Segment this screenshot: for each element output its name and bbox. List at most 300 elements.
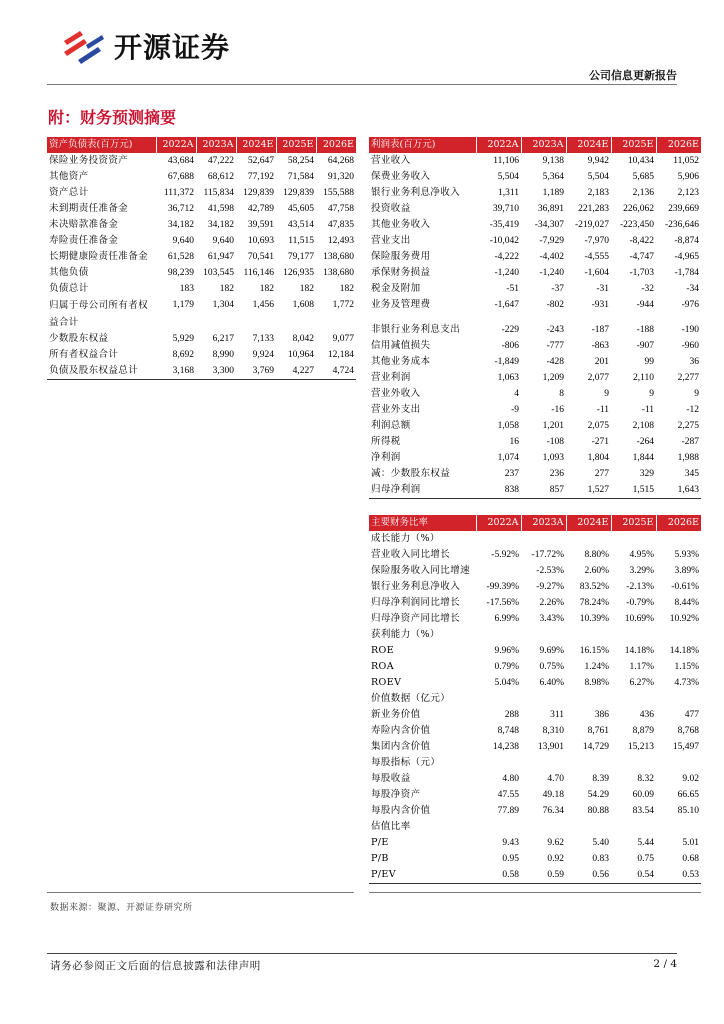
table-row xyxy=(47,169,356,185)
cell-value: 8.80% xyxy=(584,550,609,560)
cell-value: -188 xyxy=(636,325,654,335)
row-label: 未决赔款准备金 xyxy=(49,219,119,230)
logo-mark-icon xyxy=(60,27,106,65)
cell-value: -11 xyxy=(596,405,609,415)
column-header-year: 2022A xyxy=(476,515,521,531)
row-label: 归母净利润同比增长 xyxy=(371,597,461,608)
cell-value: -2.53% xyxy=(536,566,564,576)
cell-value: 11,515 xyxy=(288,236,314,246)
cell-value: -1,604 xyxy=(584,268,609,278)
table-row xyxy=(369,297,701,313)
table-row xyxy=(369,723,701,739)
cell-value: -223,450 xyxy=(619,220,654,230)
cell-value: -16 xyxy=(551,405,564,415)
cell-value: 14.18% xyxy=(624,646,654,656)
cell-value: 16.15% xyxy=(579,646,609,656)
table-row xyxy=(369,755,701,771)
cell-value: 1.24% xyxy=(584,662,609,672)
cell-value: 0.92 xyxy=(547,854,564,864)
cell-value: 34,182 xyxy=(167,220,194,230)
cell-value: 1,772 xyxy=(332,300,354,310)
cell-value: 111,372 xyxy=(163,188,194,198)
column-header-year: 2026E xyxy=(316,137,356,153)
cell-value: 201 xyxy=(594,357,609,367)
cell-value: 47,835 xyxy=(327,220,354,230)
cell-value: 12,184 xyxy=(327,350,354,360)
table-row xyxy=(369,739,701,755)
cell-value: -271 xyxy=(591,437,609,447)
table-row xyxy=(47,265,356,281)
cell-value: 1,844 xyxy=(632,453,654,463)
cell-value xyxy=(656,531,701,547)
cell-value: -236,646 xyxy=(664,220,699,230)
row-label: 承保财务损益 xyxy=(371,267,431,278)
cell-value: 2,110 xyxy=(632,373,654,383)
table-row xyxy=(369,249,701,265)
cell-value: 0.83 xyxy=(592,854,609,864)
cell-value: -17.56% xyxy=(486,598,519,608)
cell-value: 11,052 xyxy=(673,156,699,166)
cell-value: 5,929 xyxy=(172,334,194,344)
cell-value: -4,555 xyxy=(584,252,609,262)
cell-value xyxy=(521,755,566,771)
table-row xyxy=(369,531,701,547)
cell-value: 183 xyxy=(179,284,194,294)
cell-value: 15,213 xyxy=(627,742,654,752)
row-label: 银行业务利息净收入 xyxy=(371,187,461,198)
cell-value: -229 xyxy=(501,325,519,335)
cell-value xyxy=(656,627,701,643)
cell-value: 43,684 xyxy=(167,156,194,166)
cell-value: 67,688 xyxy=(167,172,194,182)
cell-value: -944 xyxy=(636,300,654,310)
cell-value xyxy=(521,819,566,835)
column-header-year: 2024E xyxy=(236,137,276,153)
cell-value: -1,849 xyxy=(494,357,519,367)
cell-value: 8.32 xyxy=(637,774,654,784)
cell-value: 2.26% xyxy=(539,598,564,608)
cell-value: 8,692 xyxy=(172,350,194,360)
cell-value: -37 xyxy=(551,284,564,294)
cell-value: 2,108 xyxy=(632,421,654,431)
row-label: ROEV xyxy=(371,677,402,688)
cell-value: 3.43% xyxy=(539,614,564,624)
cell-value xyxy=(476,755,521,771)
column-header-year: 2022A xyxy=(476,137,521,153)
cell-value: 0.54 xyxy=(611,867,656,884)
cell-value xyxy=(476,691,521,707)
footer-disclaimer: 请务必参阅正文后面的信息披露和法律声明 xyxy=(50,960,261,972)
cell-value: 0.58 xyxy=(476,867,521,884)
cell-value: 36,712 xyxy=(167,204,194,214)
cell-value: 386 xyxy=(594,710,609,720)
column-header-year: 2023A xyxy=(521,137,566,153)
cell-value: 277 xyxy=(594,469,609,479)
table-row xyxy=(369,579,701,595)
cell-value: 1.17% xyxy=(629,662,654,672)
cell-value: -9 xyxy=(511,405,519,415)
table-row xyxy=(369,265,701,281)
cell-value: 6.40% xyxy=(539,678,564,688)
table-row xyxy=(369,803,701,819)
income-statement-table xyxy=(369,137,701,499)
cell-value: 477 xyxy=(684,710,699,720)
table-row xyxy=(369,835,701,851)
cell-value: -51 xyxy=(506,284,519,294)
row-label: P/E xyxy=(371,837,389,848)
row-label: 归母净资产同比增长 xyxy=(371,613,461,624)
cell-value: -4,402 xyxy=(539,252,564,262)
cell-value: -4,965 xyxy=(674,252,699,262)
row-label: 营业外支出 xyxy=(371,404,421,415)
column-header-year: 2026E xyxy=(656,515,701,531)
row-label: 新业务价值 xyxy=(371,709,421,720)
cell-value: 311 xyxy=(550,710,564,720)
cell-value: 4.95% xyxy=(629,550,654,560)
cell-value xyxy=(521,531,566,547)
column-header-year: 2024E xyxy=(566,137,611,153)
cell-value: -4,222 xyxy=(494,252,519,262)
cell-value: -863 xyxy=(591,341,609,351)
right-bottom-rule xyxy=(369,892,701,893)
cell-value: 9,077 xyxy=(332,334,354,344)
row-label: 其他负债 xyxy=(49,267,89,278)
row-label: 银行业务利息净收入 xyxy=(371,581,461,592)
cell-value: 5.44 xyxy=(637,838,654,848)
row-label: 税金及附加 xyxy=(371,283,421,294)
cell-value: 41,598 xyxy=(207,204,234,214)
table-row xyxy=(369,386,701,402)
table-row xyxy=(369,354,701,370)
cell-value: -1,240 xyxy=(539,268,564,278)
cell-value: 1,304 xyxy=(212,300,234,310)
cell-value: 60.09 xyxy=(632,790,654,800)
left-bottom-rule xyxy=(47,892,354,893)
cell-value: 61,528 xyxy=(167,252,194,262)
cell-value: 85.10 xyxy=(677,806,699,816)
cell-value: 5,364 xyxy=(542,172,564,182)
cell-value: 2,183 xyxy=(587,188,609,198)
cell-value: 1,058 xyxy=(497,421,519,431)
table-row xyxy=(369,595,701,611)
cell-value: 3,300 xyxy=(196,363,236,380)
cell-value: 70,541 xyxy=(247,252,274,262)
table-row xyxy=(369,370,701,386)
table-row xyxy=(47,331,356,347)
cell-value: 1,456 xyxy=(252,300,274,310)
cell-value: -960 xyxy=(681,341,699,351)
cell-value: 4.73% xyxy=(674,678,699,688)
row-label: 负债总计 xyxy=(49,283,89,294)
cell-value: 3,769 xyxy=(236,363,276,380)
cell-value: -428 xyxy=(546,357,564,367)
cell-value: 182 xyxy=(219,284,234,294)
cell-value: 155,588 xyxy=(323,188,354,198)
row-label: 其他业务成本 xyxy=(371,356,431,367)
cell-value: 2,277 xyxy=(677,373,699,383)
cell-value xyxy=(566,531,611,547)
column-header-year: 2024E xyxy=(566,515,611,531)
row-label: 其他业务收入 xyxy=(371,219,431,230)
cell-value: 64,268 xyxy=(327,156,354,166)
cell-value: 182 xyxy=(259,284,274,294)
column-header-label: 资产负债表(百万元) xyxy=(47,137,156,153)
cell-value: -976 xyxy=(681,300,699,310)
cell-value: 239,669 xyxy=(668,204,699,214)
row-label: 每股指标（元） xyxy=(371,757,441,768)
table-row xyxy=(47,201,356,217)
table-row xyxy=(369,153,701,169)
table-header-row xyxy=(369,137,701,153)
cell-value: -264 xyxy=(636,437,654,447)
row-label: 营业收入同比增长 xyxy=(371,549,451,560)
table-row xyxy=(369,643,701,659)
cell-value: 52,647 xyxy=(247,156,274,166)
cell-value: -99.39% xyxy=(486,582,519,592)
table-row xyxy=(369,563,701,579)
cell-value: 8,768 xyxy=(677,726,699,736)
cell-value: 14,729 xyxy=(582,742,609,752)
row-label: 每股内含价值 xyxy=(371,805,431,816)
cell-value: -8,874 xyxy=(674,236,699,246)
cell-value: 7,133 xyxy=(252,334,274,344)
spacer-cell xyxy=(369,313,701,322)
cell-value: 6.27% xyxy=(629,678,654,688)
cell-value: 236 xyxy=(549,469,564,479)
cell-value: -34,307 xyxy=(534,220,564,230)
cell-value xyxy=(611,691,656,707)
cell-value: -10,042 xyxy=(489,236,519,246)
cell-value xyxy=(476,563,521,579)
cell-value: 77,192 xyxy=(247,172,274,182)
cell-value: 8.98% xyxy=(584,678,609,688)
column-header-year: 2025E xyxy=(611,515,656,531)
cell-value: 10.39% xyxy=(579,614,609,624)
column-header-label: 利润表(百万元) xyxy=(369,137,476,153)
cell-value: -1,784 xyxy=(674,268,699,278)
cell-value: 5,685 xyxy=(632,172,654,182)
cell-value: 10.92% xyxy=(669,614,699,624)
cell-value: 5.01 xyxy=(682,838,699,848)
row-label: 价值数据（亿元） xyxy=(371,693,451,704)
cell-value: 0.59 xyxy=(521,867,566,884)
table-row xyxy=(47,347,356,363)
table-row xyxy=(369,547,701,563)
table-row xyxy=(369,851,701,867)
cell-value: -0.79% xyxy=(626,598,654,608)
table-row xyxy=(369,675,701,691)
header-divider xyxy=(47,84,677,85)
cell-value: 4.70 xyxy=(547,774,564,784)
cell-value: 9,942 xyxy=(587,156,609,166)
row-label: 保险服务费用 xyxy=(371,251,431,262)
cell-value xyxy=(566,755,611,771)
page-title: 附：财务预测摘要 xyxy=(48,108,177,127)
cell-value: 6,217 xyxy=(212,334,234,344)
cell-value: -0.61% xyxy=(671,582,699,592)
cell-value: -1,703 xyxy=(629,268,654,278)
cell-value: 8,310 xyxy=(542,726,564,736)
cell-value: -187 xyxy=(591,325,609,335)
column-header-year: 2026E xyxy=(656,137,701,153)
cell-value: 8,748 xyxy=(497,726,519,736)
cell-value: 1,804 xyxy=(587,453,609,463)
table-row xyxy=(47,233,356,249)
row-label: 保费业务收入 xyxy=(371,171,431,182)
cell-value: 9,640 xyxy=(212,236,234,246)
cell-value: 16 xyxy=(509,437,519,447)
cell-value: 1,643 xyxy=(656,482,701,499)
cell-value: 3.29% xyxy=(629,566,654,576)
cell-value: 49.18 xyxy=(542,790,564,800)
cell-value: 76.34 xyxy=(542,806,564,816)
cell-value: 8 xyxy=(559,389,564,399)
cell-value: -7,929 xyxy=(539,236,564,246)
cell-value: 3.89% xyxy=(674,566,699,576)
cell-value: 288 xyxy=(504,710,519,720)
cell-value xyxy=(566,627,611,643)
cell-value: 77.89 xyxy=(497,806,519,816)
cell-value: 9 xyxy=(694,389,699,399)
row-label: ROE xyxy=(371,645,395,656)
cell-value: 99 xyxy=(644,357,654,367)
table-row xyxy=(47,363,356,380)
cell-value: -32 xyxy=(641,284,654,294)
cell-value: -108 xyxy=(546,437,564,447)
table-row xyxy=(369,819,701,835)
row-label: 获利能力（%） xyxy=(371,629,440,640)
cell-value: 11,106 xyxy=(493,156,519,166)
cell-value: 14,238 xyxy=(492,742,519,752)
cell-value: 2,077 xyxy=(587,373,609,383)
logo-text: 开源证券 xyxy=(114,31,231,64)
cell-value: 237 xyxy=(504,469,519,479)
table-row xyxy=(47,249,356,265)
cell-value: 45,605 xyxy=(287,204,314,214)
row-label: 业务及管理费 xyxy=(371,299,431,310)
cell-value: 0.95 xyxy=(502,854,519,864)
cell-value: 0.79% xyxy=(494,662,519,672)
table-row xyxy=(369,418,701,434)
cell-value: 36 xyxy=(689,357,699,367)
cell-value: 226,062 xyxy=(623,204,654,214)
cell-value: 1,093 xyxy=(542,453,564,463)
table-row xyxy=(369,185,701,201)
row-label: 保险业务投资资产 xyxy=(49,155,129,166)
table-row xyxy=(47,153,356,169)
table-row xyxy=(369,466,701,482)
cell-value: 10.69% xyxy=(624,614,654,624)
cell-value: -1,647 xyxy=(494,300,519,310)
cell-value: -31 xyxy=(596,284,609,294)
table-row xyxy=(47,185,356,201)
cell-value: 2,275 xyxy=(677,421,699,431)
cell-value: 1,515 xyxy=(611,482,656,499)
cell-value: 83.52% xyxy=(579,582,609,592)
cell-value: 8,990 xyxy=(212,350,234,360)
spacer-row xyxy=(369,313,701,322)
table-row xyxy=(369,169,701,185)
cell-value: 857 xyxy=(521,482,566,499)
cell-value: 182 xyxy=(299,284,314,294)
cell-value: 103,545 xyxy=(203,268,234,278)
cell-value: 2,136 xyxy=(632,188,654,198)
table-row xyxy=(369,402,701,418)
cell-value: 1,074 xyxy=(497,453,519,463)
cell-value xyxy=(521,627,566,643)
cell-value xyxy=(566,691,611,707)
cell-value: 9.62 xyxy=(547,838,564,848)
cell-value xyxy=(521,691,566,707)
cell-value: 1,527 xyxy=(566,482,611,499)
cell-value: 1,209 xyxy=(542,373,564,383)
cell-value: -907 xyxy=(636,341,654,351)
cell-value: -7,970 xyxy=(584,236,609,246)
cell-value: 5,906 xyxy=(677,172,699,182)
cell-value: -190 xyxy=(681,325,699,335)
cell-value: 47,222 xyxy=(207,156,234,166)
row-label: 寿险责任准备金 xyxy=(49,235,119,246)
cell-value: 34,182 xyxy=(207,220,234,230)
cell-value: 5,504 xyxy=(497,172,519,182)
cell-value xyxy=(476,627,521,643)
table-row xyxy=(369,691,701,707)
row-label: 少数股东权益 xyxy=(49,333,109,344)
row-label: 保险服务收入同比增速 xyxy=(371,565,471,576)
row-label: 所有者权益合计 xyxy=(49,349,119,360)
row-label: P/EV xyxy=(369,867,476,884)
cell-value: 68,612 xyxy=(207,172,234,182)
cell-value: 9,924 xyxy=(252,350,274,360)
cell-value: 138,680 xyxy=(323,268,354,278)
cell-value: 83.54 xyxy=(632,806,654,816)
row-label: 长期健康险责任准备金 xyxy=(49,251,149,262)
cell-value: 79,177 xyxy=(287,252,314,262)
cell-value: 129,839 xyxy=(283,188,314,198)
cell-value: -11 xyxy=(641,405,654,415)
cell-value: -802 xyxy=(546,300,564,310)
column-header-year: 2023A xyxy=(196,137,236,153)
row-label: 归母净利润 xyxy=(369,482,476,499)
cell-value: 13,901 xyxy=(537,742,564,752)
cell-value: 0.53 xyxy=(656,867,701,884)
cell-value: 9.69% xyxy=(539,646,564,656)
cell-value: 8.44% xyxy=(674,598,699,608)
row-label: 所得税 xyxy=(371,436,401,447)
cell-value xyxy=(611,531,656,547)
cell-value xyxy=(656,819,701,835)
cell-value: 8,761 xyxy=(587,726,609,736)
cell-value: 91,320 xyxy=(327,172,354,182)
company-logo xyxy=(60,26,230,66)
cell-value: 5.93% xyxy=(674,550,699,560)
cell-value: 98,239 xyxy=(167,268,194,278)
cell-value: -287 xyxy=(681,437,699,447)
table-row xyxy=(369,201,701,217)
cell-value: 0.68 xyxy=(682,854,699,864)
cell-value: -931 xyxy=(591,300,609,310)
table-row xyxy=(369,217,701,233)
table-row xyxy=(47,297,356,331)
table-row xyxy=(47,281,356,297)
table-row xyxy=(369,434,701,450)
table-row xyxy=(369,281,701,297)
row-label: 非银行业务利息支出 xyxy=(371,324,461,335)
cell-value: 36,891 xyxy=(537,204,564,214)
cell-value: 15,497 xyxy=(672,742,699,752)
column-header-year: 2025E xyxy=(276,137,316,153)
cell-value: 3,168 xyxy=(156,363,196,380)
